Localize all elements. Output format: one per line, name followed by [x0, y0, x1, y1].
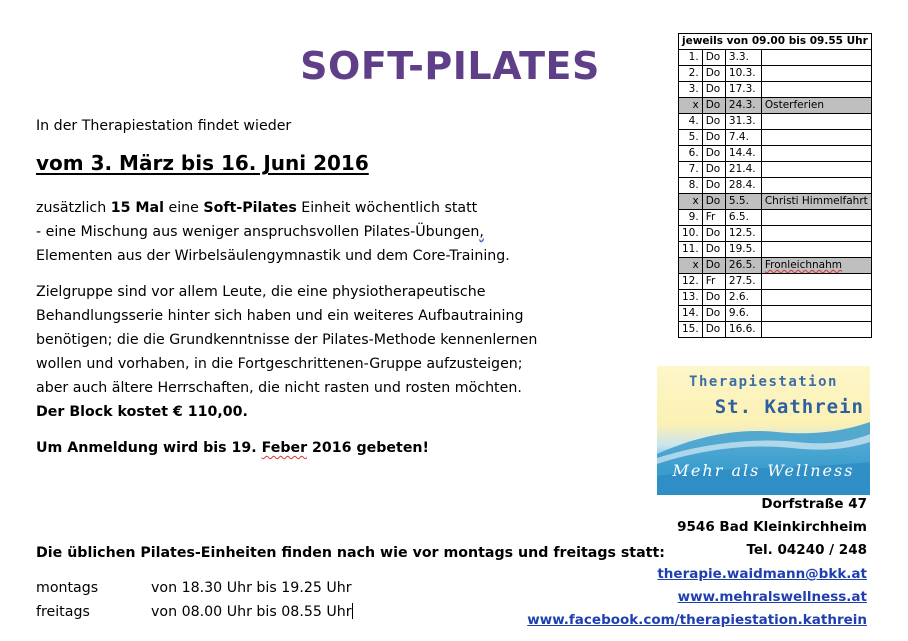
schedule-row [679, 50, 872, 66]
schedule-row-weekday: Do [702, 194, 725, 210]
schedule-row-weekday: Do [702, 130, 725, 146]
schedule-row-number: 15. [679, 322, 703, 338]
schedule-row-holiday [679, 194, 872, 210]
schedule-row-number: x [679, 98, 703, 114]
schedule-row-weekday: Do [702, 146, 725, 162]
schedule-row-weekday: Do [702, 114, 725, 130]
schedule-row-weekday: Do [702, 226, 725, 242]
target-line: Zielgruppe sind vor allem Leute, die eine physiotherapeutische [36, 284, 486, 300]
regular-sessions-heading: Die üblichen Pilates-Einheiten finden nach wie vor montags und freitags statt: [36, 545, 665, 561]
schedule-row-note [761, 178, 871, 194]
therapiestation-logo [657, 366, 870, 495]
schedule-row-weekday: Do [702, 162, 725, 178]
intro-text: In der Therapiestation findet wieder [36, 118, 292, 134]
schedule-row [679, 274, 872, 290]
schedule-row [679, 146, 872, 162]
schedule-row-number: 4. [679, 114, 703, 130]
schedule-row-date: 21.4. [725, 162, 761, 178]
target-line: benötigen; die die Grundkenntnisse der Pilates-Methode kennenlernen [36, 332, 538, 348]
email-link-wrap [657, 566, 867, 582]
target-line: Behandlungsserie hinter sich haben und ein weiteres Aufbautraining [36, 308, 524, 324]
address-city: 9546 Bad Kleinkirchheim [677, 519, 867, 535]
description-line-2: - eine Mischung aus weniger anspruchsvollen Pilates-Übungen, [36, 224, 484, 240]
description-line-1: zusätzlich 15 Mal eine Soft-Pilates Einheit wöchentlich statt [36, 200, 478, 216]
schedule-row [679, 130, 872, 146]
schedule-row [679, 114, 872, 130]
schedule-row-number: 14. [679, 306, 703, 322]
schedule-row-note [761, 226, 871, 242]
regular-sessions-list [36, 576, 353, 624]
schedule-row-date: 5.5. [725, 194, 761, 210]
schedule-row-date: 7.4. [725, 130, 761, 146]
schedule-row-weekday: Do [702, 290, 725, 306]
schedule-row [679, 178, 872, 194]
schedule-row-note [761, 274, 871, 290]
address-phone: Tel. 04240 / 248 [746, 542, 867, 558]
email-link[interactable]: therapie.waidmann@bkk.at [657, 566, 867, 582]
address-street: Dorfstraße 47 [761, 496, 867, 512]
schedule-row-note: Osterferien [761, 98, 871, 114]
schedule-row-note [761, 162, 871, 178]
schedule-row-note [761, 114, 871, 130]
schedule-row-weekday: Do [702, 178, 725, 194]
schedule-row-date: 28.4. [725, 178, 761, 194]
schedule-row-date: 26.5. [725, 258, 761, 274]
regular-session-row: montags von 18.30 Uhr bis 19.25 Uhr [36, 580, 352, 596]
schedule-row-number: 1. [679, 50, 703, 66]
schedule-row [679, 82, 872, 98]
schedule-row-date: 6.5. [725, 210, 761, 226]
schedule-row-note [761, 130, 871, 146]
logo-line-2: St. Kathrein [714, 396, 864, 418]
schedule-row-date: 17.3. [725, 82, 761, 98]
schedule-row [679, 226, 872, 242]
schedule-row [679, 306, 872, 322]
schedule-row-note [761, 306, 871, 322]
schedule-row-date: 14.4. [725, 146, 761, 162]
schedule-row-date: 24.3. [725, 98, 761, 114]
schedule-row-number: 5. [679, 130, 703, 146]
logo-line-1: Therapiestation [689, 374, 838, 390]
schedule-row-holiday [679, 258, 872, 274]
schedule-row-weekday: Do [702, 50, 725, 66]
schedule-row-note [761, 322, 871, 338]
schedule-row [679, 242, 872, 258]
schedule-header-row [679, 34, 872, 50]
website-link[interactable]: www.mehralswellness.at [677, 589, 867, 605]
schedule-row-weekday: Fr [702, 274, 725, 290]
schedule-row-number: 9. [679, 210, 703, 226]
schedule-row-date: 12.5. [725, 226, 761, 242]
schedule-row [679, 210, 872, 226]
schedule-row-note [761, 242, 871, 258]
schedule-row-weekday: Do [702, 306, 725, 322]
schedule-row-number: x [679, 194, 703, 210]
facebook-link[interactable]: www.facebook.com/therapiestation.kathrein [527, 612, 867, 628]
schedule-row-number: 6. [679, 146, 703, 162]
schedule-row-weekday: Do [702, 322, 725, 338]
schedule-row-note [761, 50, 871, 66]
description-line-3: Elementen aus der Wirbelsäulengymnastik und dem Core-Training. [36, 248, 510, 264]
schedule-row-date: 31.3. [725, 114, 761, 130]
registration-text: Um Anmeldung wird bis 19. Feber 2016 gebeten! [36, 440, 430, 456]
schedule-row-weekday: Do [702, 82, 725, 98]
date-range-heading: vom 3. März bis 16. Juni 2016 [36, 151, 369, 175]
schedule-row-note [761, 82, 871, 98]
schedule-row-weekday: Do [702, 98, 725, 114]
schedule-row-date: 16.6. [725, 322, 761, 338]
schedule-row-note [761, 66, 871, 82]
facebook-link-wrap [527, 612, 867, 628]
schedule-row-number: 7. [679, 162, 703, 178]
schedule-row [679, 66, 872, 82]
schedule-row-note [761, 146, 871, 162]
schedule-row-number: 11. [679, 242, 703, 258]
schedule-row-weekday: Do [702, 66, 725, 82]
description-paragraph [36, 196, 596, 268]
schedule-row-note: Christi Himmelfahrt [761, 194, 871, 210]
target-line: wollen und vorhaben, in die Fortgeschrittenen-Gruppe aufzusteigen; [36, 356, 523, 372]
target-line: aber auch ältere Herrschaften, die nicht rasten und rosten möchten. [36, 380, 522, 396]
target-group-paragraph [36, 280, 616, 424]
schedule-row-holiday [679, 98, 872, 114]
schedule-row-date: 2.6. [725, 290, 761, 306]
schedule-row [679, 162, 872, 178]
schedule-row-date: 9.6. [725, 306, 761, 322]
schedule-row-date: 3.3. [725, 50, 761, 66]
schedule-row-note [761, 290, 871, 306]
schedule-table [678, 33, 872, 338]
schedule-row-number: 3. [679, 82, 703, 98]
schedule-header: jeweils von 09.00 bis 09.55 Uhr [679, 34, 872, 50]
logo-slogan: Mehr als Wellness [672, 461, 855, 480]
schedule-row-number: 8. [679, 178, 703, 194]
schedule-row-date: 27.5. [725, 274, 761, 290]
price-text: Der Block kostet € 110,00. [36, 404, 248, 420]
schedule-row-number: 10. [679, 226, 703, 242]
schedule-row-number: 2. [679, 66, 703, 82]
schedule-row [679, 322, 872, 338]
schedule-row-weekday: Do [702, 258, 725, 274]
schedule-row-weekday: Fr [702, 210, 725, 226]
schedule-row-number: x [679, 258, 703, 274]
schedule-row-number: 12. [679, 274, 703, 290]
schedule-row-weekday: Do [702, 242, 725, 258]
page-title: SOFT-PILATES [300, 44, 600, 88]
schedule-row-date: 10.3. [725, 66, 761, 82]
schedule-row-note [761, 210, 871, 226]
schedule-row [679, 290, 872, 306]
schedule-row-note: Fronleichnahm [761, 258, 871, 274]
web-link-wrap [678, 589, 867, 605]
regular-session-row: freitags von 08.00 Uhr bis 08.55 Uhr [36, 604, 352, 620]
schedule-row-date: 19.5. [725, 242, 761, 258]
schedule-row-number: 13. [679, 290, 703, 306]
